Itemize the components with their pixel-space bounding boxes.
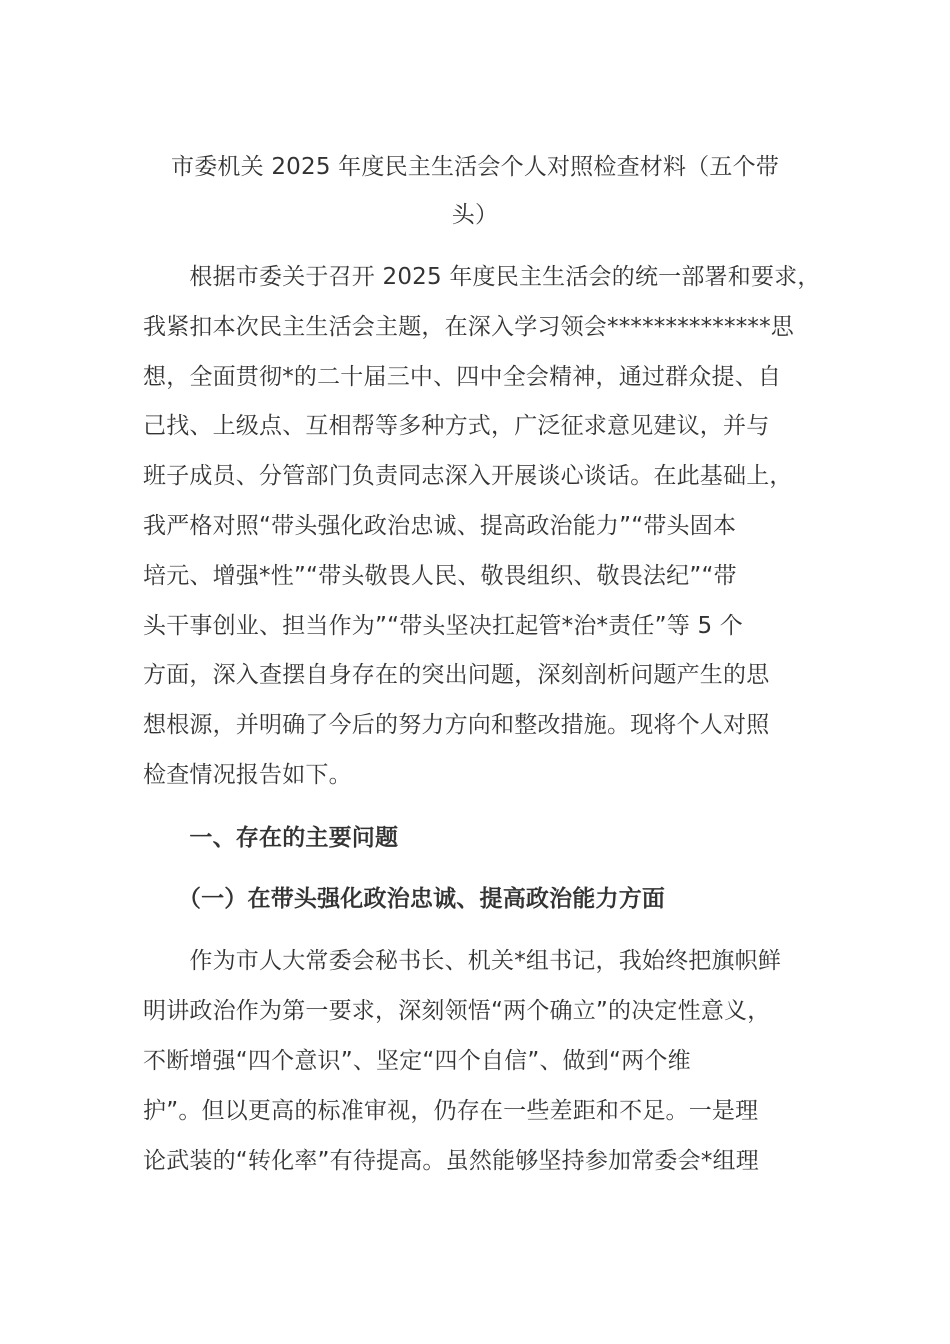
paragraph-line: 检查情况报告如下。 xyxy=(143,762,352,788)
document-title-line: 头） xyxy=(451,202,499,228)
document-title-line: 市委机关 2025 年度民主生活会个人对照检查材料（五个带 xyxy=(171,154,779,180)
subsection-heading: （一）在带头强化政治忠诚、提高政治能力方面 xyxy=(143,886,666,912)
paragraph-line: 头干事创业、担当作为”“带头坚决扛起管*治*责任”等 5 个 xyxy=(143,612,744,639)
paragraph-line: 护”。但以更高的标准审视，仍存在一些差距和不足。一是理 xyxy=(143,1098,759,1124)
paragraph-line: 我紧扣本次民主生活会主题，在深入学习领会**************思 xyxy=(143,313,794,340)
paragraph-line: 我严格对照“带头强化政治忠诚、提高政治能力”“带头固本 xyxy=(143,513,737,539)
paragraph-line: 作为市人大常委会秘书长、机关*组书记，我始终把旗帜鲜 xyxy=(143,948,782,974)
paragraph-line: 想，全面贯彻*的二十届三中、四中全会精神，通过群众提、自 xyxy=(143,363,782,390)
paragraph-line: 方面，深入查摆自身存在的突出问题，深刻剖析问题产生的思 xyxy=(143,662,770,689)
section-heading: 一、存在的主要问题 xyxy=(143,825,399,851)
paragraph-line: 培元、增强*性”“带头敬畏人民、敬畏组织、敬畏法纪”“带 xyxy=(143,562,737,589)
paragraph-line: 班子成员、分管部门负责同志深入开展谈心谈话。在此基础上， xyxy=(143,463,793,490)
paragraph-line: 己找、上级点、互相帮等多种方式，广泛征求意见建议，并与 xyxy=(143,413,770,440)
paragraph-line: 根据市委关于召开 2025 年度民主生活会的统一部署和要求， xyxy=(143,264,821,290)
paragraph-line: 论武装的“转化率”有待提高。虽然能够坚持参加常委会*组理 xyxy=(143,1148,759,1174)
paragraph-line: 明讲政治作为第一要求，深刻领悟“两个确立”的决定性意义， xyxy=(143,998,771,1024)
paragraph-line: 不断增强“四个意识”、坚定“四个自信”、做到“两个维 xyxy=(143,1048,691,1074)
paragraph-line: 想根源，并明确了今后的努力方向和整改措施。现将个人对照 xyxy=(143,712,770,739)
